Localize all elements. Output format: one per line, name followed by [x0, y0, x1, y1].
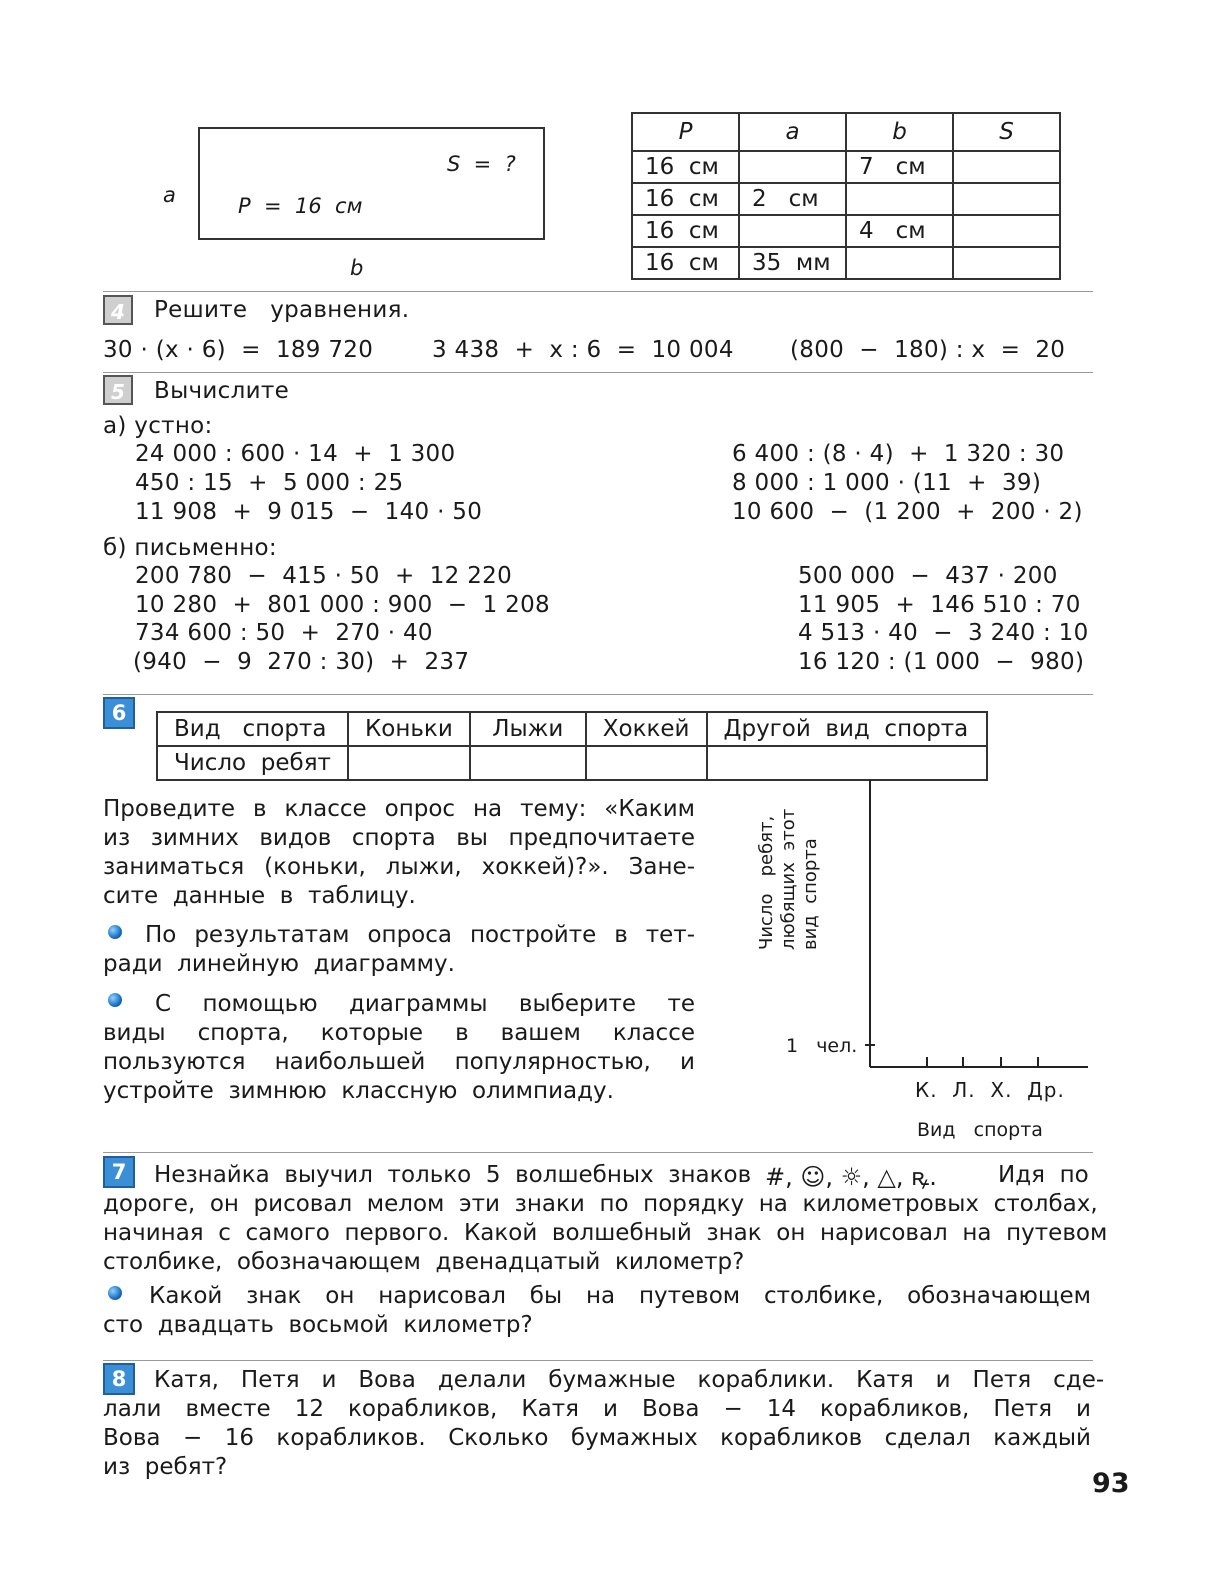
table-cell	[846, 183, 953, 215]
text-line: ради линейную диаграмму.	[103, 951, 455, 977]
page-number: 93	[1092, 1468, 1130, 1499]
table-cell: 7 см	[846, 151, 953, 183]
table-cell	[586, 746, 707, 780]
expression: 11 905 + 146 510 : 70	[798, 592, 1081, 618]
survey-table	[156, 711, 988, 781]
task8-paragraph	[103, 1366, 1105, 1482]
text-line: из зимних видов спорта вы предпочитаете	[103, 825, 695, 851]
text-line: устройте зимнюю классную олимпиаду.	[103, 1078, 614, 1104]
task5-a-label: а) устно:	[103, 413, 213, 439]
expression: 10 280 + 801 000 : 900 − 1 208	[135, 592, 550, 618]
expression: 6 400 : (8 · 4) + 1 320 : 30	[732, 441, 1065, 467]
table-cell: 4 см	[846, 215, 953, 247]
table-header: Хоккей	[586, 712, 707, 746]
table-cell: 16 см	[632, 247, 739, 279]
equation-2: 3 438 + x : 6 = 10 004	[432, 337, 734, 363]
text-line: пользуются наибольшей популярностью, и	[103, 1049, 695, 1075]
expression: 4 513 · 40 − 3 240 : 10	[798, 620, 1089, 646]
x-axis-label: Вид спорта	[917, 1119, 1043, 1141]
task4-title: Решите уравнения.	[154, 297, 410, 323]
task6-paragraph-3	[103, 990, 695, 1106]
text-line: По результатам опроса постройте в тет-	[145, 922, 695, 948]
table-cell	[470, 746, 586, 780]
expression: 10 600 − (1 200 + 200 · 2)	[732, 499, 1083, 525]
text-line: Проведите в классе опрос на тему: «Каким	[103, 796, 695, 822]
task6-paragraph-1	[103, 795, 695, 911]
area-label: S = ?	[447, 152, 516, 176]
y-tick-label: 1 чел.	[786, 1035, 858, 1057]
text-line: лали вместе 12 корабликов, Катя и Вова − 14 корабликов, Петя и	[103, 1396, 1091, 1422]
rectangle-figure	[198, 127, 545, 240]
text-line: дороге, он рисовал мелом эти знаки по порядку на километровых столбах,	[103, 1191, 1098, 1217]
side-a-label: a	[163, 183, 176, 207]
table-cell: 2 см	[739, 183, 846, 215]
side-b-label: b	[350, 256, 364, 280]
table-header: b	[846, 113, 953, 151]
task5-b-label: б) письменно:	[103, 535, 277, 561]
text-line: Катя, Петя и Вова делали бумажные кораблики. Катя и Петя сде-	[154, 1367, 1105, 1393]
text-line: начиная с самого первого. Какой волшебный знак он нарисовал на путевом	[103, 1220, 1108, 1246]
text-line: сите данные в таблицу.	[103, 883, 416, 909]
table-cell: 16 см	[632, 183, 739, 215]
table-header: P	[632, 113, 739, 151]
table-cell: 35 мм	[739, 247, 846, 279]
task-number-5: 5	[103, 375, 133, 405]
expression: (940 − 9 270 : 30) + 237	[133, 649, 470, 675]
table-cell	[846, 247, 953, 279]
y-axis-label-line-3: вид спорта	[800, 838, 821, 950]
divider	[103, 694, 1093, 695]
magic-symbols: #, ☺, ☼, △, ꝶ.	[765, 1163, 937, 1191]
expression: 450 : 15 + 5 000 : 25	[135, 470, 404, 496]
table-cell	[739, 215, 846, 247]
equation-1: 30 · (x · 6) = 189 720	[103, 337, 374, 363]
expression: 24 000 : 600 · 14 + 1 300	[135, 441, 456, 467]
table-header: S	[953, 113, 1060, 151]
divider	[103, 1360, 1093, 1361]
y-axis-label-line-2: любящих этот	[778, 808, 799, 950]
table-header: Лыжи	[470, 712, 586, 746]
divider	[103, 372, 1093, 373]
x-tick-labels: К. Л. Х. Др.	[915, 1078, 1065, 1102]
table-cell	[739, 151, 846, 183]
table-header: Вид спорта	[157, 712, 348, 746]
task7-paragraph	[103, 1190, 1108, 1277]
task6-paragraph-2	[103, 921, 695, 979]
table-cell	[953, 151, 1060, 183]
text-line: заниматься (коньки, лыжи, хоккей)?». Зане-	[103, 854, 695, 880]
table-row-label: Число ребят	[157, 746, 348, 780]
table-cell	[953, 183, 1060, 215]
text-line: виды спорта, которые в вашем классе	[103, 1020, 695, 1046]
expression: 500 000 − 437 · 200	[798, 563, 1058, 589]
task7-line1-end: Идя по	[998, 1162, 1089, 1188]
task-number-7: 7	[103, 1156, 135, 1188]
task-number-8: 8	[103, 1363, 135, 1395]
task-number-4: 4	[103, 295, 133, 325]
text-line: Вова − 16 корабликов. Сколько бумажных корабликов сделал каждый	[103, 1425, 1091, 1451]
table-header: Другой вид спорта	[707, 712, 987, 746]
divider	[103, 291, 1093, 292]
equation-3: (800 − 180) : x = 20	[790, 337, 1066, 363]
text-line: С помощью диаграммы выберите те	[155, 991, 695, 1017]
expression: 734 600 : 50 + 270 · 40	[135, 620, 433, 646]
expression: 11 908 + 9 015 − 140 · 50	[135, 499, 483, 525]
divider	[103, 1152, 1093, 1153]
table-header: a	[739, 113, 846, 151]
table-cell	[953, 215, 1060, 247]
table-cell: 16 см	[632, 215, 739, 247]
text-line: из ребят?	[103, 1454, 228, 1480]
table-cell	[348, 746, 470, 780]
task5-title: Вычислите	[154, 378, 290, 404]
rectangle-table	[631, 112, 1061, 280]
expression: 200 780 − 415 · 50 + 12 220	[135, 563, 513, 589]
y-axis-label-line-1: Число ребят,	[756, 815, 777, 950]
expression: 16 120 : (1 000 − 980)	[798, 649, 1085, 675]
perimeter-label: P = 16 см	[238, 194, 363, 218]
table-cell	[953, 247, 1060, 279]
task7-question-2	[103, 1282, 1091, 1340]
expression: 8 000 : 1 000 · (11 + 39)	[732, 470, 1042, 496]
task7-line1-start: Незнайка выучил только 5 волшебных знаков	[154, 1162, 752, 1188]
task-number-6: 6	[103, 697, 135, 729]
table-header: Коньки	[348, 712, 470, 746]
text-line: столбике, обозначающем двенадцатый километр?	[103, 1249, 745, 1275]
text-line: Какой знак он нарисовал бы на путевом столбике, обозначающем	[149, 1283, 1091, 1309]
text-line: сто двадцать восьмой километр?	[103, 1312, 533, 1338]
table-cell: 16 см	[632, 151, 739, 183]
